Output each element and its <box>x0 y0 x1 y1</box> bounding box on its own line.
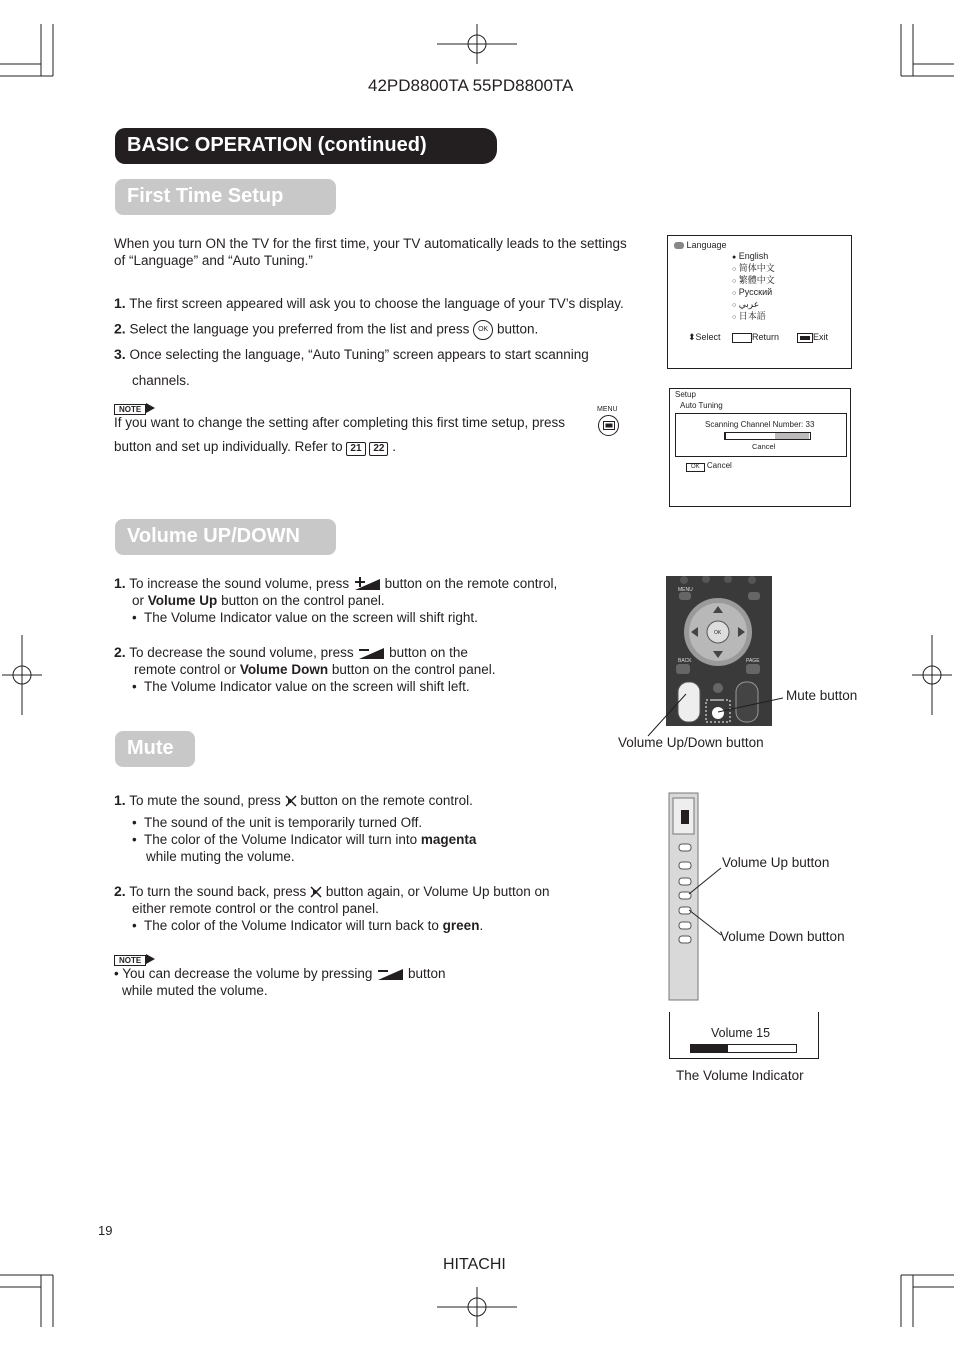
option-label: 繁體中文 <box>738 275 775 285</box>
mute-bullet-1: • The sound of the unit is temporarily turned Off. <box>132 815 423 830</box>
note-line-2 <box>114 438 396 456</box>
volume-heading-text: Volume UP/DOWN <box>127 525 300 547</box>
language-title <box>674 240 727 251</box>
step-text: The first screen appeared will ask you to choose the language of your TV’s display. <box>129 296 624 311</box>
step-text: To turn the sound back, press <box>129 884 307 899</box>
first-time-heading <box>115 179 336 215</box>
menu-label: MENU <box>597 406 618 413</box>
language-screen <box>667 235 852 369</box>
note-end: . <box>392 439 396 454</box>
updown-icon: ⬍ <box>688 332 696 342</box>
mute-note-line-2: while muted the volume. <box>122 983 268 998</box>
radio-selected-icon: ● <box>732 254 737 261</box>
volume-indicator-text: Volume 15 <box>711 1026 771 1040</box>
scan-progress-track <box>724 432 811 440</box>
step-text: button. <box>496 321 539 337</box>
language-option[interactable] <box>732 263 775 275</box>
text: button on the control panel. <box>221 593 385 608</box>
volume-up-callout: Volume Up button <box>722 855 830 870</box>
note-text: button <box>407 966 446 981</box>
volume-down-callout: Volume Down button <box>720 929 845 944</box>
bullet-text: The Volume Indicator value on the screen will shift right. <box>144 610 478 625</box>
bold-text: Volume Down <box>239 662 329 677</box>
step-3-cont: channels. <box>132 373 190 388</box>
section-title-bar <box>115 128 497 164</box>
step-number: 2. <box>114 644 126 660</box>
text: or <box>132 593 145 608</box>
mute-heading-text: Mute <box>127 737 174 759</box>
volume-indicator-fill <box>691 1045 728 1052</box>
mute-icon <box>285 795 297 807</box>
step-number: 1. <box>114 575 126 591</box>
text: remote control or <box>134 662 237 677</box>
brand: HITACHI <box>443 1256 506 1273</box>
callout-lines-volume <box>640 690 790 740</box>
step-text: button on the remote control. <box>300 793 473 808</box>
remote-menu-label: MENU <box>678 587 693 593</box>
page-number: 19 <box>98 1223 113 1238</box>
option-label: 日本語 <box>738 311 766 321</box>
page-ref-22: 22 <box>369 442 388 456</box>
mute-bullet-2-cont: while muting the volume. <box>146 849 295 864</box>
volume-bullet-2: • The Volume Indicator value on the screen will shift left. <box>132 679 470 694</box>
volume-heading <box>115 519 336 555</box>
text: . <box>479 918 484 933</box>
callout-lines-panel <box>685 860 725 940</box>
volume-step-2 <box>114 644 468 661</box>
step-1 <box>114 295 624 312</box>
step-text: To decrease the sound volume, press <box>129 645 354 660</box>
bullet-text: The color of the Volume Indicator will turn back to <box>144 918 439 933</box>
option-label: 简体中文 <box>738 263 775 273</box>
remote-ok-label: OK <box>714 630 722 636</box>
footer-return-text: Return <box>752 332 780 342</box>
bullet-text: The color of the Volume Indicator will turn into <box>144 832 418 847</box>
step-text: Once selecting the language, “Auto Tuning” screen appears to start scanning <box>129 347 589 362</box>
remote-page-label: PAGE <box>746 658 760 664</box>
scan-panel <box>675 413 847 457</box>
bullet-text: The sound of the unit is temporarily turned Off. <box>144 815 423 830</box>
menu-button-icon <box>598 415 619 436</box>
option-label: عربي <box>738 299 760 309</box>
model-title: 42PD8800TA 55PD8800TA <box>368 76 574 95</box>
language-option[interactable] <box>732 287 775 299</box>
volume-down-icon <box>376 967 404 981</box>
footer-select <box>688 332 721 343</box>
radio-icon: ○ <box>732 278 737 285</box>
language-option[interactable] <box>732 299 775 311</box>
globe-icon <box>674 242 684 249</box>
auto-tuning-screen <box>669 388 851 507</box>
radio-icon: ○ <box>732 290 737 297</box>
step-3 <box>114 346 589 363</box>
bold-text: green <box>442 918 480 933</box>
language-option[interactable] <box>732 311 775 323</box>
step-text: button on the <box>389 645 468 660</box>
mute-step-2-cont: either remote control or the control panel. <box>132 901 379 916</box>
bold-text: Volume Up <box>147 593 218 608</box>
option-label: Русский <box>738 287 773 297</box>
footer-cancel-text: Cancel <box>706 461 732 470</box>
language-list <box>732 251 775 323</box>
step-number: 2. <box>114 883 126 899</box>
note-label: NOTE <box>114 955 146 966</box>
step-number: 1. <box>114 792 126 808</box>
mute-step-1 <box>114 792 473 809</box>
step-text: To increase the sound volume, press <box>129 576 350 591</box>
volume-step-1-cont <box>132 592 385 609</box>
volume-down-icon <box>357 646 385 660</box>
mute-heading <box>115 731 195 767</box>
cancel-inner[interactable]: Cancel <box>752 442 776 451</box>
intro-line-2: of “Language” and “Auto Tuning.” <box>114 253 313 268</box>
setup-title: Setup <box>675 390 696 399</box>
volume-bullet-1: • The Volume Indicator value on the screen will shift right. <box>132 610 478 625</box>
note-text: • You can decrease the volume by pressing <box>114 966 373 981</box>
radio-icon: ○ <box>732 314 737 321</box>
volume-up-icon <box>353 577 381 591</box>
option-label: English <box>738 251 769 261</box>
volume-indicator-caption: The Volume Indicator <box>676 1068 804 1083</box>
mute-icon <box>310 886 322 898</box>
note-arrow-icon <box>146 403 155 413</box>
step-number: 1. <box>114 295 126 311</box>
volume-step-1 <box>114 575 557 592</box>
step-text: Select the language you preferred from the list and press <box>129 321 470 337</box>
footer-select-text: Select <box>695 332 721 342</box>
page-ref-21: 21 <box>346 442 365 456</box>
footer-return <box>732 332 779 343</box>
volume-indicator-box <box>669 1012 819 1059</box>
mute-bullet-3: • The color of the Volume Indicator will turn back to green. <box>132 918 484 933</box>
mute-note-line-1 <box>114 965 445 982</box>
volume-step-2-cont <box>134 661 495 678</box>
step-text: button on the remote control, <box>384 576 558 591</box>
language-title-text: Language <box>686 240 727 250</box>
note-line-1: If you want to change the setting after completing this first time setup, press <box>114 415 565 430</box>
scan-progress-fill <box>725 433 726 439</box>
step-2 <box>114 320 538 340</box>
scan-text: Scanning Channel Number: 33 <box>705 420 815 429</box>
first-time-heading-text: First Time Setup <box>127 185 284 207</box>
footer-exit <box>797 332 828 343</box>
step-text: To mute the sound, press <box>129 793 281 808</box>
ok-key-icon: OK <box>686 463 705 472</box>
ok-button-icon: OK <box>473 320 493 340</box>
bullet-text: The Volume Indicator value on the screen will shift left. <box>144 679 470 694</box>
intro-line-1: When you turn ON the TV for the first time, your TV automatically leads to the settings <box>114 236 627 251</box>
language-option[interactable] <box>732 275 775 287</box>
note-text: button and set up individually. Refer to <box>114 439 343 454</box>
volume-indicator-track <box>690 1044 797 1053</box>
exit-key-icon <box>797 333 813 343</box>
note-arrow-icon <box>146 954 155 964</box>
text: button on the control panel. <box>331 662 496 677</box>
step-number: 3. <box>114 346 126 362</box>
footer-cancel <box>686 461 732 472</box>
remote-back-label: BACK <box>678 658 692 664</box>
step-text: button again, or Volume Up button on <box>325 884 550 899</box>
section-title: BASIC OPERATION (continued) <box>127 134 427 156</box>
note-label: NOTE <box>114 404 146 415</box>
bold-text: magenta <box>420 832 477 847</box>
language-option[interactable] <box>732 251 775 263</box>
step-number: 2. <box>114 320 126 337</box>
return-key-icon <box>732 333 752 343</box>
mute-button-callout: Mute button <box>786 688 858 703</box>
radio-icon: ○ <box>732 266 737 273</box>
mute-step-2 <box>114 883 550 900</box>
auto-tuning-title: Auto Tuning <box>680 401 723 410</box>
radio-icon: ○ <box>732 302 737 309</box>
mute-bullet-2: • The color of the Volume Indicator will turn into magenta <box>132 832 477 847</box>
volume-updown-callout: Volume Up/Down button <box>618 735 764 750</box>
footer-exit-text: Exit <box>813 332 829 342</box>
